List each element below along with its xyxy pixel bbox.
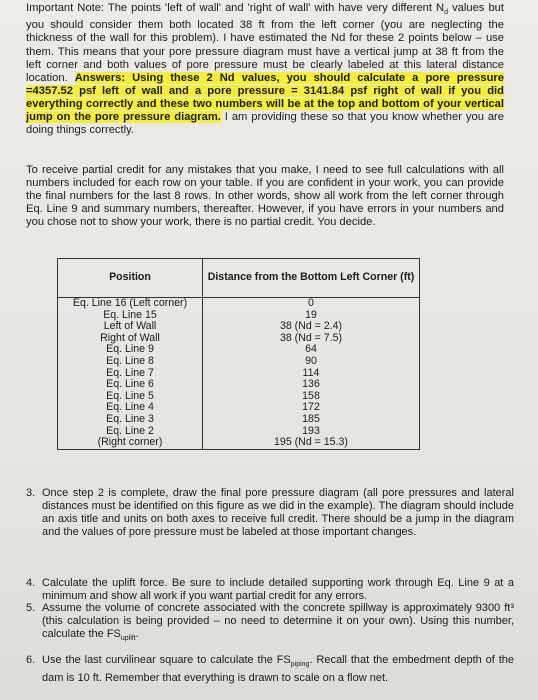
step-text: Assume the volume of concrete associated with the concrete spillway is approximately 9300 ft³ (this calculation is being provided – no need to determine it on your own). Using this number, calculate the FS [42,602,514,640]
cell-position: Eq. Line 6 [58,379,203,391]
table-header-row [58,259,420,298]
step-number: 6. [26,654,36,666]
cell-position: Eq. Line 3 [58,414,203,426]
step-6 [26,654,514,685]
step-text: Once step 2 is complete, draw the final pore pressure diagram (all pore pressures and lateral distances must be identified on this figure as we did in the example). The diagram should include an axis title and units on both axes to receive full credit. There should be a jump in the diagram and the values of pore pressure must be labeled at those important changes. [42,487,514,538]
cell-distance: 136 [203,379,420,391]
step-4 [26,577,514,603]
cell-position: Eq. Line 4 [58,402,203,414]
cell-position: Eq. Line 15 [58,310,203,322]
cell-position: Eq. Line 5 [58,391,203,403]
table-row [58,298,420,310]
cell-position: Eq. Line 7 [58,368,203,380]
cell-distance: 172 [203,402,420,414]
cell-distance: 19 [203,310,420,322]
note-text-b: values but you should consider them both located 38 ft from the left corner (you are neglecting the thickness of the wall for this problem). I have estimated the Nd for these 2 points below – use them. This means that your pore pressure diagram must have a vertical jump at 38 ft from the left corner and both values of pore pressure must be clearly labeled at this lateral distance location. [26,2,504,84]
note-text-a: Important Note: The points 'left of wall' and 'right of wall' with have very different N [26,2,445,14]
cell-position: Eq. Line 9 [58,344,203,356]
cell-distance: 185 [203,414,420,426]
note-text-c: I am providing these so that you know whether you are doing things correctly. [26,110,504,137]
table-body [58,298,420,450]
cell-distance: 0 [203,298,420,310]
header-distance: Distance from the Bottom Left Corner (ft) [203,259,420,298]
cell-position: Left of Wall [58,321,203,333]
cell-distance: 114 [203,368,420,380]
table-row [58,414,420,426]
step-number: 5. [26,602,36,614]
note-subscript: d [444,9,449,17]
cell-distance: 38 (Nd = 2.4) [203,321,420,333]
cell-position: Right of Wall [58,333,203,345]
cell-distance: 158 [203,391,420,403]
cell-distance: 90 [203,356,420,368]
cell-position: (Right corner) [58,437,203,449]
step-text-end: . Recall that the embedment depth of the dam is 10 ft. Remember that everything is drawn to scale on a flow net. [42,654,514,685]
header-position: Position [58,259,203,298]
step-subscript: piping [290,661,310,669]
answers-highlight: Answers: Using these 2 Nd values, you should calculate a pore pressure =4357.52 psf left of wall and a pore pressure = 3141.84 psf right of wall if you did everything correctly and these two numbers will be at the top and bottom of your vertical jump on the pore pressure diagram. [26,71,504,123]
step-number: 4. [26,577,36,589]
table-row [58,437,420,449]
table-row [58,356,420,368]
partial-credit-paragraph: To receive partial credit for any mistakes that you make, I need to see full calculations with all numbers included for each row on your table. If you are confident in your work, you can provide the final numbers for the last 8 rows. In other words, show all work from the left corner through Eq. Line 9 and summary numbers, thereafter. However, if you have errors in your numbers and you chose not to show your work, there is no partial credit. You decide. [26,164,504,229]
step-subscript: uplift [120,635,136,642]
step-number: 3. [26,487,36,499]
important-note-paragraph [26,2,504,137]
table-row [58,379,420,391]
cell-position: Eq. Line 16 (Left corner) [58,298,203,310]
cell-distance: 193 [203,426,420,438]
cell-distance: 195 (Nd = 15.3) [203,437,420,449]
cell-position: Eq. Line 2 [58,426,203,438]
cell-position: Eq. Line 8 [58,356,203,368]
position-distance-table [57,258,420,450]
cell-distance: 38 (Nd = 7.5) [203,333,420,345]
step-text: Use the last curvilinear square to calculate the FS [42,654,291,666]
step-5 [26,602,514,646]
cell-distance: 64 [203,344,420,356]
step-text-end: . [135,627,139,640]
step-text: Calculate the uplift force. Be sure to include detailed supporting work through Eq. Line 9 at a minimum and show all work if you want partial credit for any errors. [42,577,514,602]
step-3 [26,487,514,539]
